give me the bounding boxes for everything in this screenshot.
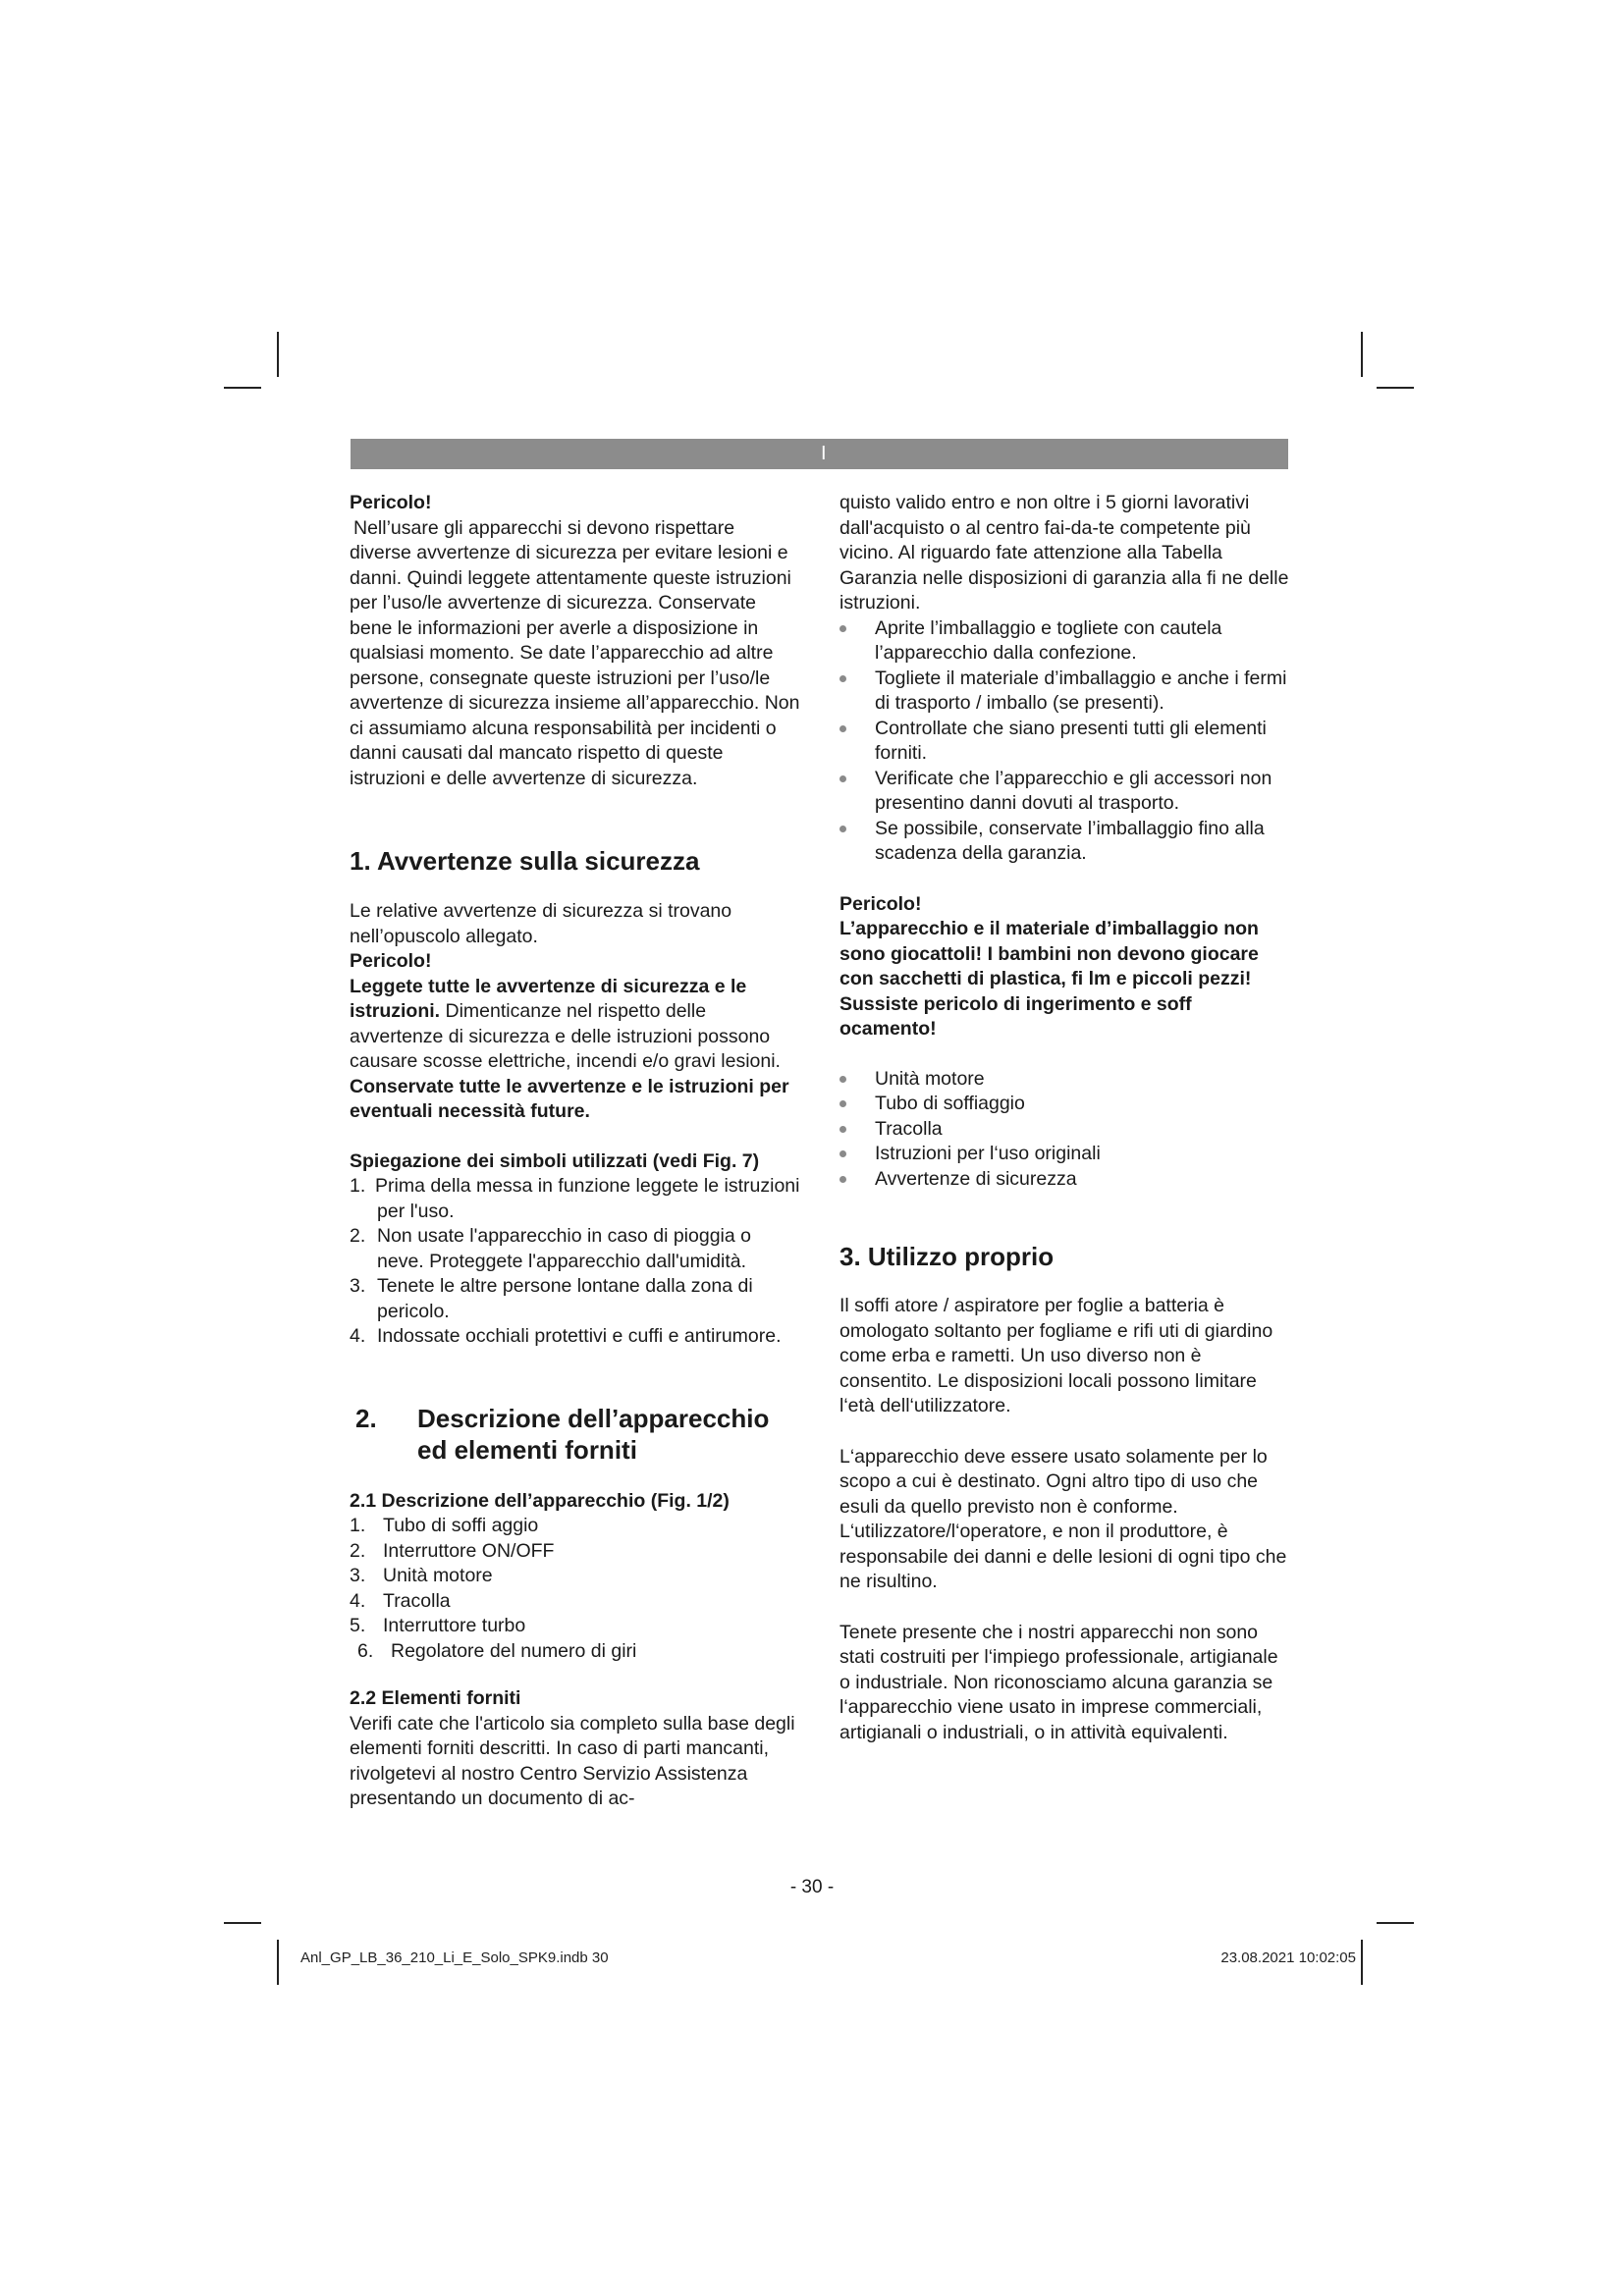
- list-item: Togliete il materiale d’imballaggio e anche i fermi di trasporto / imballo (se presenti).: [839, 667, 1293, 717]
- list-text: Tenete le altre persone lontane dalla zona di pericolo.: [377, 1275, 753, 1322]
- list-item: [350, 1324, 801, 1350]
- crop-mark: [224, 1922, 261, 1924]
- list-number: 6.: [357, 1639, 374, 1662]
- list-number: 4.: [350, 1325, 366, 1347]
- symbols-heading: Spiegazione dei simboli utilizzati (vedi Fig. 7): [350, 1149, 760, 1172]
- section-2-2-heading: 2.2 Elementi forniti: [350, 1687, 521, 1709]
- symbols-list: [350, 1174, 801, 1350]
- section-2-1-heading: 2.1 Descrizione dell’apparecchio (Fig. 1/2): [350, 1489, 730, 1512]
- list-number: 4.: [350, 1589, 366, 1612]
- crop-mark: [224, 387, 261, 389]
- list-number: 5.: [350, 1615, 366, 1636]
- continued-paragraph: quisto valido entro e non oltre i 5 giorni lavorativi dall'acquisto o al centro fai-da-te competente più vicino. Al riguardo fate attenzione alla Tabella Garanzia nelle disposizioni di garanzia alla fi ne delle istruzioni.: [839, 492, 1289, 614]
- section-2-2-paragraph: Verifi cate che l'articolo sia completo sulla base degli elementi forniti descritti. In caso di parti mancanti, rivolgetevi al nostro Centro Servizio Assistenza presentando un documento di ac-: [350, 1712, 795, 1809]
- crop-mark: [1377, 387, 1414, 389]
- list-item: [350, 1639, 801, 1665]
- section-3-paragraph-2: L‘apparecchio deve essere usato solamente per lo scopo a cui è destinato. Ogni altro tipo di uso che esuli da quello previsto non è conforme. L‘utilizzatore/l‘operatore, e non il produttore, è responsabile dei danni e delle lesioni di ogni tipo che ne risultino.: [839, 1445, 1287, 1592]
- list-item: [350, 1589, 801, 1615]
- list-item: [350, 1539, 801, 1565]
- list-number: 1.: [350, 1175, 366, 1197]
- section-2-title: Descrizione dell’apparecchio ed elementi forniti: [417, 1403, 770, 1465]
- list-item: [350, 1564, 801, 1589]
- list-number: 3.: [350, 1565, 366, 1586]
- list-item: [350, 1514, 801, 1539]
- list-text: Regolatore del numero di giri: [391, 1639, 637, 1662]
- section-1-intro: Le relative avvertenze di sicurezza si trovano nell’opuscolo allegato.: [350, 900, 732, 947]
- list-item: Verificate che l’apparecchio e gli accessori non presentino danni dovuti al trasporto.: [839, 767, 1293, 817]
- file-label: Anl_GP_LB_36_210_Li_E_Solo_SPK9.indb 30: [300, 1949, 609, 1966]
- page-number: - 30 -: [789, 1877, 835, 1897]
- section-2-heading: [350, 1403, 801, 1466]
- crop-mark: [1377, 1922, 1414, 1924]
- left-column: [350, 491, 801, 1812]
- list-item: Avvertenze di sicurezza: [839, 1167, 1293, 1193]
- section-1-danger-title: Pericolo!: [350, 950, 432, 972]
- list-text: Unità motore: [383, 1565, 493, 1586]
- danger-title: Pericolo!: [350, 492, 432, 513]
- language-label: I: [821, 443, 827, 464]
- list-text: Non usate l'apparecchio in caso di pioggia o neve. Proteggete l'apparecchio dall'umidità.: [377, 1225, 751, 1272]
- section-2-number: 2.: [355, 1403, 377, 1433]
- list-item: Unità motore: [839, 1067, 1293, 1093]
- list-text: Tubo di soffi aggio: [383, 1515, 539, 1536]
- section-1-read-paragraph: [350, 975, 801, 1075]
- section-1-read-bold: Leggete tutte le avvertenze di sicurezza e le istruzioni.: [350, 975, 747, 1022]
- crop-mark: [1361, 1940, 1363, 1985]
- danger-paragraph: L’apparecchio e il materiale d’imballaggio non sono giocattoli! I bambini non devono giocare con sacchetti di plastica, fi lm e piccoli pezzi! Sussiste pericolo di ingerimento e soff ocamento!: [839, 918, 1259, 1040]
- list-number: 1.: [350, 1515, 366, 1536]
- section-1-read-text: Dimenticanze nel rispetto delle avvertenze di sicurezza e delle istruzioni possono causare scosse elettriche, incendi e/o gravi lesioni.: [350, 1000, 781, 1072]
- date-label: 23.08.2021 10:02:05: [1220, 1949, 1356, 1966]
- parts-list: [350, 1514, 801, 1664]
- right-column: [839, 491, 1293, 1745]
- list-item: Tracolla: [839, 1117, 1293, 1143]
- list-item: Controllate che siano presenti tutti gli elementi forniti.: [839, 717, 1293, 767]
- list-item: Tubo di soffiaggio: [839, 1092, 1293, 1117]
- contents-list: [839, 1067, 1293, 1193]
- list-item: [350, 1224, 801, 1274]
- list-number: 3.: [350, 1275, 366, 1297]
- section-3-heading: 3. Utilizzo proprio: [839, 1242, 1055, 1271]
- crop-mark: [1361, 332, 1363, 377]
- danger-title: Pericolo!: [839, 892, 922, 915]
- list-text: Interruttore ON/OFF: [383, 1539, 555, 1562]
- section-3-paragraph-1: Il soffi atore / aspiratore per foglie a batteria è omologato soltanto per fogliame e rifi uti di giardino come erba e rametti. Un uso diverso non è consentito. Le disposizioni locali possono limitare l‘età dell‘utilizzatore.: [839, 1295, 1273, 1416]
- list-item: [350, 1614, 801, 1639]
- list-text: Indossate occhiali protettivi e cuffi e antirumore.: [377, 1325, 782, 1347]
- list-item: Istruzioni per l‘uso originali: [839, 1142, 1293, 1167]
- list-item: [350, 1174, 801, 1224]
- list-text: Interruttore turbo: [383, 1615, 526, 1636]
- section-1-keep-notice: Conservate tutte le avvertenze e le istruzioni per eventuali necessità future.: [350, 1075, 789, 1122]
- language-header-bar: [351, 439, 1288, 469]
- list-number: 2.: [350, 1539, 366, 1562]
- crop-mark: [277, 1940, 279, 1985]
- section-1-heading: 1. Avvertenze sulla sicurezza: [350, 846, 700, 876]
- danger-paragraph: Nell’usare gli apparecchi si devono rispettare diverse avvertenze di sicurezza per evitare lesioni e danni. Quindi leggete attentamente queste istruzioni per l’uso/le avvertenze di sicurezza. Conservate bene le informazioni per averle a disposizione in qualsiasi momento. Se date l’apparecchio ad altre persone, consegnate queste istruzioni per l’uso/le avvertenze di sicurezza insieme all’apparecchio. Non ci assumiamo alcuna responsabilità per incidenti o danni causati dal mancato rispetto di queste istruzioni e delle avvertenze di sicurezza.: [350, 516, 800, 789]
- unpacking-list: [839, 616, 1293, 867]
- list-item: Aprite l’imballaggio e togliete con cautela l’apparecchio dalla confezione.: [839, 616, 1293, 667]
- crop-mark: [277, 332, 279, 377]
- list-item: Se possibile, conservate l’imballaggio fino alla scadenza della garanzia.: [839, 817, 1293, 867]
- list-number: 2.: [350, 1225, 366, 1247]
- list-item: [350, 1274, 801, 1324]
- section-3-paragraph-3: Tenete presente che i nostri apparecchi non sono stati costruiti per l‘impiego professionale, artigianale o industriale. Non riconosciamo alcuna garanzia se l‘apparecchio viene usato in imprese commerciali, artigianali o industriali, o in attività equivalenti.: [839, 1621, 1278, 1743]
- list-text: Tracolla: [383, 1589, 451, 1612]
- list-text: Prima della messa in funzione leggete le istruzioni per l'uso.: [375, 1175, 800, 1222]
